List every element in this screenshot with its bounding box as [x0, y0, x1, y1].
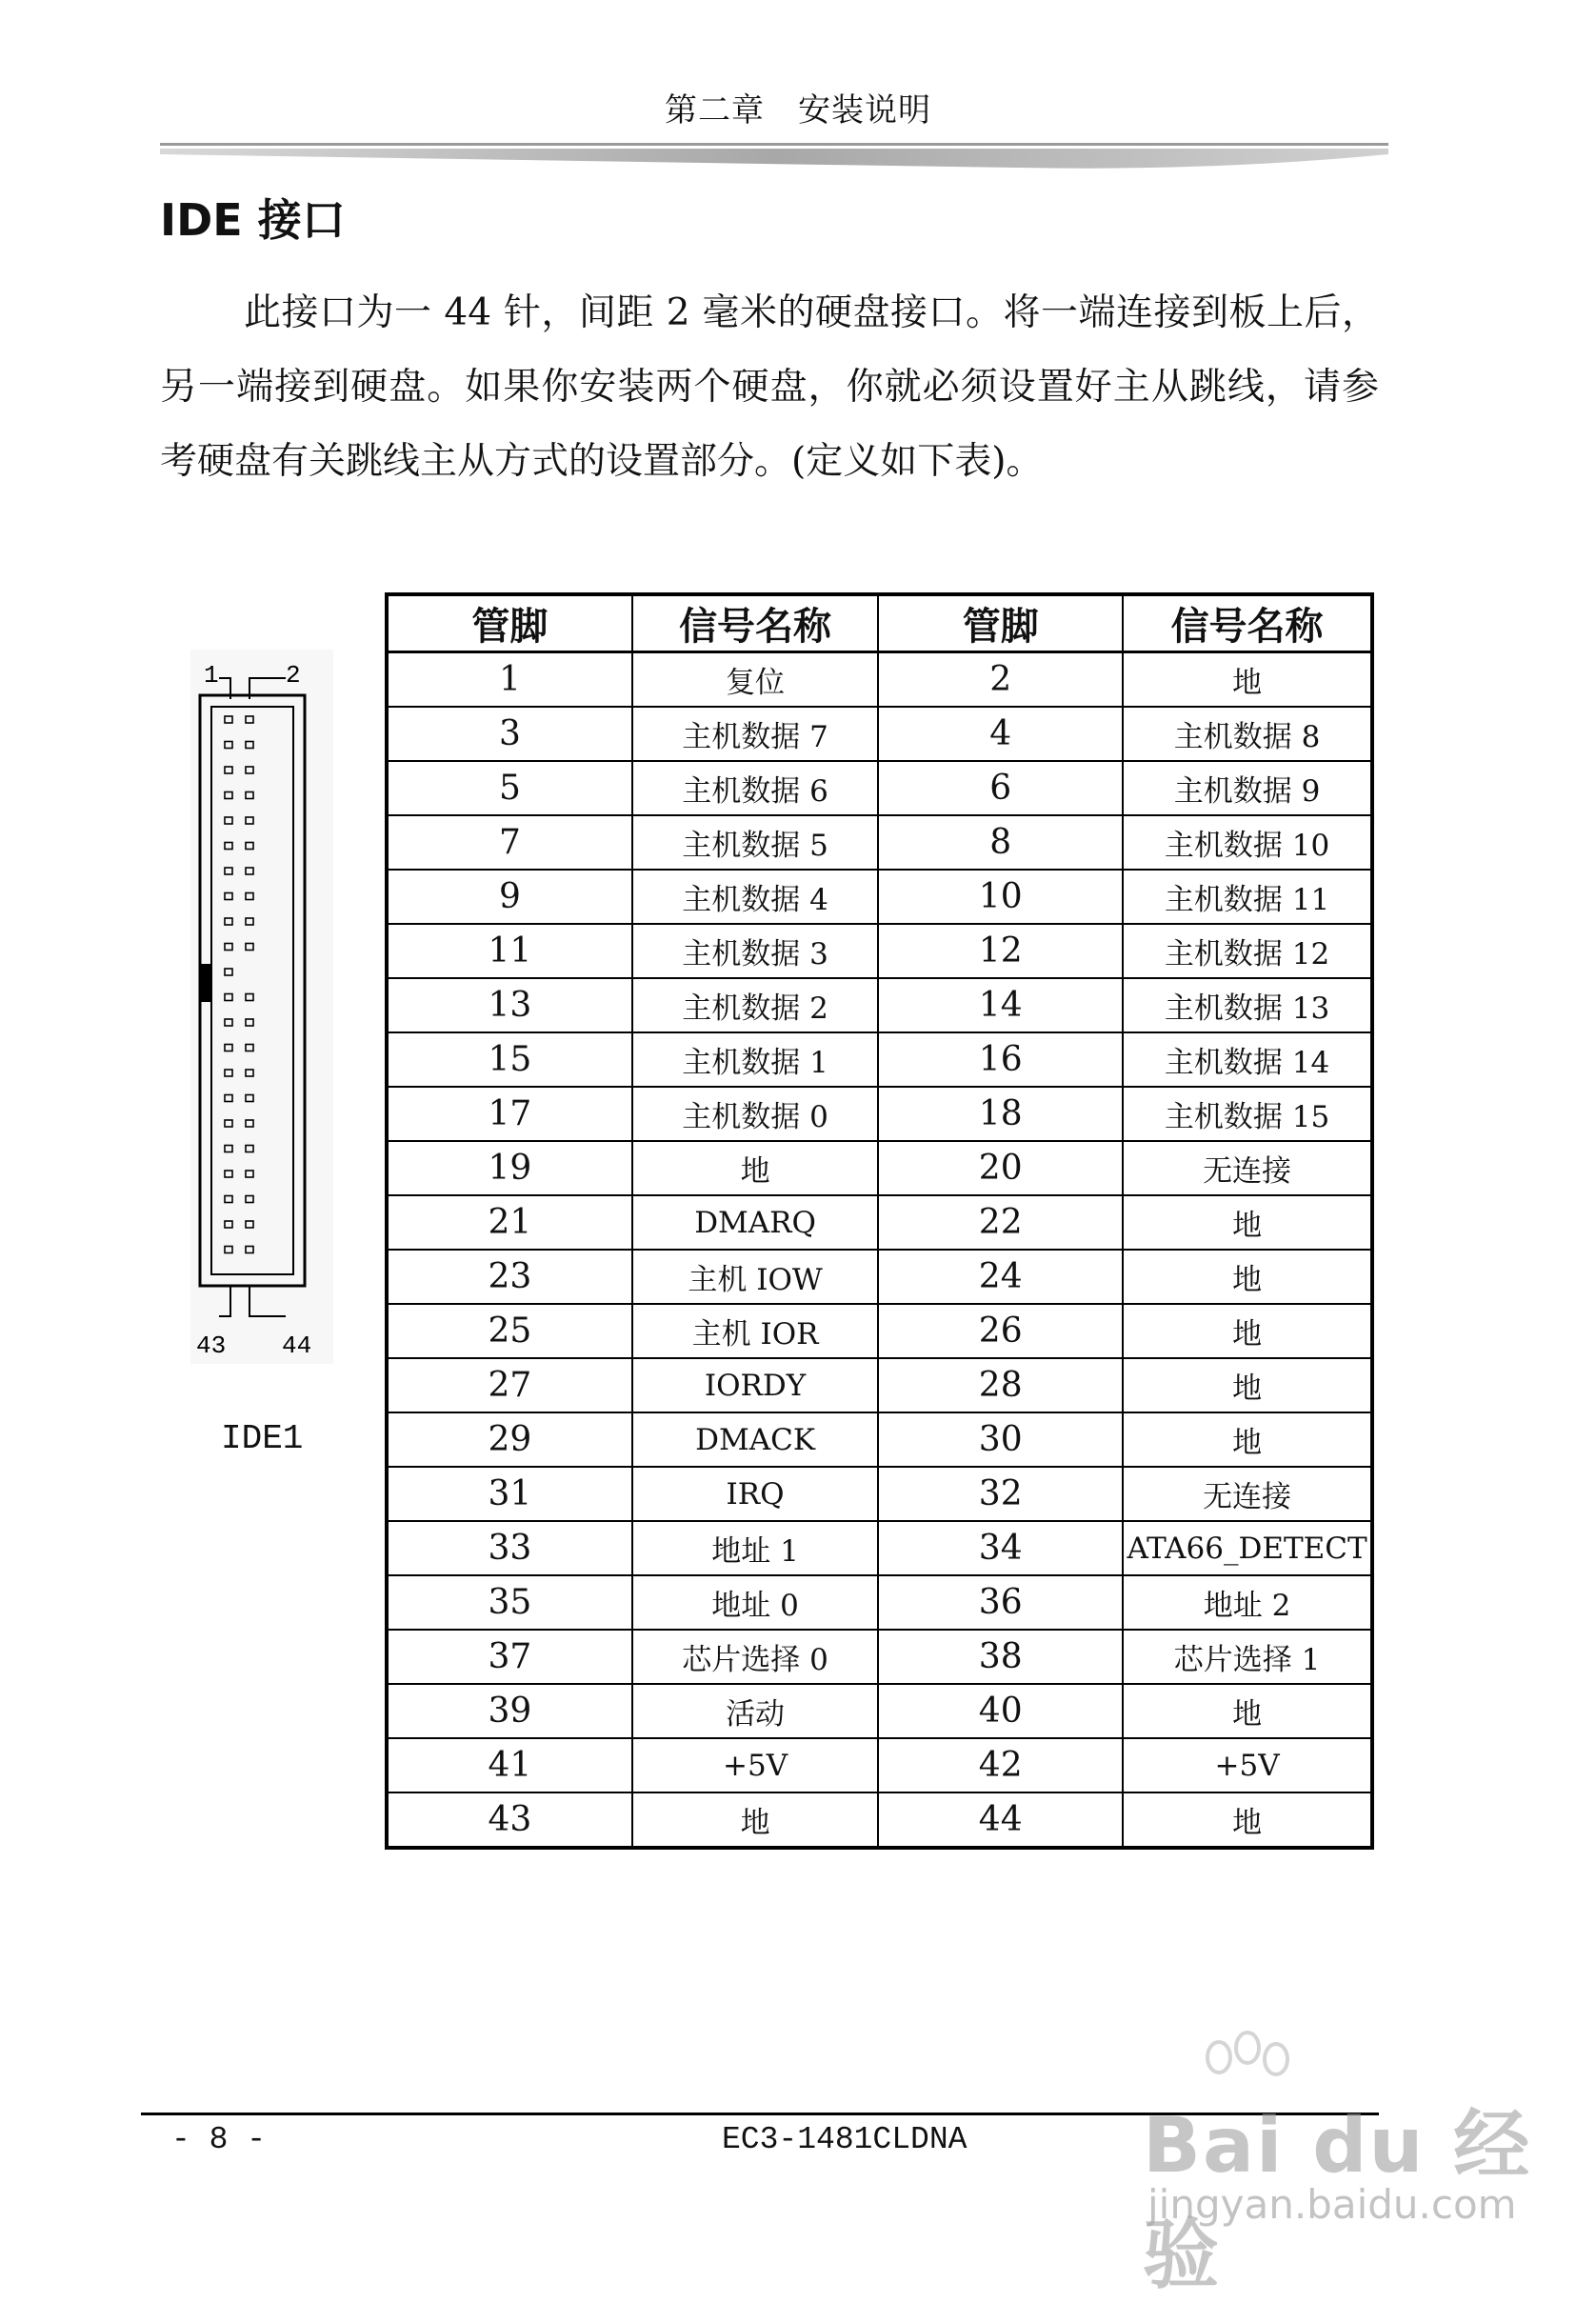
- pin-number-cell: 30: [878, 1412, 1123, 1467]
- pin-number-cell: 36: [878, 1575, 1123, 1630]
- pin-number-cell: 11: [387, 924, 632, 978]
- pin-number-cell: 33: [387, 1521, 632, 1575]
- signal-name-cell: 地: [632, 1141, 878, 1195]
- signal-name-cell: 地: [1123, 652, 1372, 708]
- pin-44-label: 44: [282, 1332, 312, 1360]
- signal-name-cell: 主机数据 7: [632, 707, 878, 761]
- pin-number-cell: 41: [387, 1738, 632, 1792]
- pin-number-cell: 3: [387, 707, 632, 761]
- table-row: [387, 707, 1372, 761]
- table-row: [387, 652, 1372, 708]
- signal-name-cell: 复位: [632, 652, 878, 708]
- table-row: [387, 978, 1372, 1032]
- pin-number-cell: 10: [878, 870, 1123, 924]
- page-number: - 8 -: [171, 2122, 267, 2157]
- pin-number-cell: 16: [878, 1032, 1123, 1087]
- table-row: [387, 815, 1372, 870]
- connector-label: IDE1: [221, 1419, 304, 1458]
- header-pin: 管脚: [878, 594, 1123, 652]
- pin-number-cell: 29: [387, 1412, 632, 1467]
- signal-name-cell: IORDY: [632, 1358, 878, 1412]
- section-title: IDE 接口: [160, 194, 346, 246]
- signal-name-cell: 活动: [632, 1684, 878, 1738]
- table-row: [387, 1141, 1372, 1195]
- pin-number-cell: 9: [387, 870, 632, 924]
- section-body: 此接口为一 44 针，间距 2 毫米的硬盘接口。将一端连接到板上后，另一端接到硬盘。如果你安装两个硬盘，你就必须设置好主从跳线，请参考硬盘有关跳线主从方式的设置部分。(定义如下表)。: [160, 291, 1379, 483]
- signal-name-cell: 无连接: [1123, 1141, 1372, 1195]
- pin-number-cell: 39: [387, 1684, 632, 1738]
- pin-number-cell: 37: [387, 1630, 632, 1684]
- pin-number-cell: 22: [878, 1195, 1123, 1250]
- pin-number-cell: 42: [878, 1738, 1123, 1792]
- pin-number-cell: 26: [878, 1304, 1123, 1358]
- signal-name-cell: 主机数据 9: [1123, 761, 1372, 815]
- pin-number-cell: 15: [387, 1032, 632, 1087]
- signal-name-cell: 芯片选择 0: [632, 1630, 878, 1684]
- signal-name-cell: 主机数据 12: [1123, 924, 1372, 978]
- table-row: [387, 1032, 1372, 1087]
- signal-name-cell: 主机数据 0: [632, 1087, 878, 1141]
- signal-name-cell: IRQ: [632, 1467, 878, 1521]
- pin-number-cell: 4: [878, 707, 1123, 761]
- pin-number-cell: 25: [387, 1304, 632, 1358]
- pin-number-cell: 19: [387, 1141, 632, 1195]
- signal-name-cell: 主机数据 10: [1123, 815, 1372, 870]
- table-row: [387, 1792, 1372, 1848]
- table-row: [387, 1250, 1372, 1304]
- signal-name-cell: 主机数据 8: [1123, 707, 1372, 761]
- pin-number-cell: 2: [878, 652, 1123, 708]
- pin-number-cell: 34: [878, 1521, 1123, 1575]
- header-divider: [160, 143, 1388, 171]
- header-pin: 管脚: [387, 594, 632, 652]
- table-row: [387, 1738, 1372, 1792]
- table-row: [387, 1087, 1372, 1141]
- signal-name-cell: 主机数据 4: [632, 870, 878, 924]
- signal-name-cell: 地址 2: [1123, 1575, 1372, 1630]
- pin-number-cell: 6: [878, 761, 1123, 815]
- table-row: [387, 1630, 1372, 1684]
- signal-name-cell: 主机数据 6: [632, 761, 878, 815]
- pin-number-cell: 20: [878, 1141, 1123, 1195]
- pin-number-cell: 24: [878, 1250, 1123, 1304]
- pin-number-cell: 44: [878, 1792, 1123, 1848]
- signal-name-cell: 地址 1: [632, 1521, 878, 1575]
- signal-name-cell: +5V: [632, 1738, 878, 1792]
- pin-number-cell: 5: [387, 761, 632, 815]
- pin-number-cell: 17: [387, 1087, 632, 1141]
- pin-number-cell: 18: [878, 1087, 1123, 1141]
- signal-name-cell: 主机 IOR: [632, 1304, 878, 1358]
- ide-pin-table: [385, 592, 1374, 1850]
- signal-name-cell: 地: [1123, 1684, 1372, 1738]
- table-row: [387, 1575, 1372, 1630]
- chapter-header: 第二章 安装说明: [665, 91, 931, 130]
- signal-name-cell: 主机数据 13: [1123, 978, 1372, 1032]
- table-row: [387, 1684, 1372, 1738]
- signal-name-cell: 地: [632, 1792, 878, 1848]
- pin-number-cell: 31: [387, 1467, 632, 1521]
- pin-number-cell: 40: [878, 1684, 1123, 1738]
- pin-number-cell: 32: [878, 1467, 1123, 1521]
- signal-name-cell: 主机数据 1: [632, 1032, 878, 1087]
- signal-name-cell: 地: [1123, 1358, 1372, 1412]
- signal-name-cell: ATA66_DETECT: [1123, 1521, 1372, 1575]
- pin-number-cell: 1: [387, 652, 632, 708]
- header-signal: 信号名称: [632, 594, 878, 652]
- table-row: [387, 1467, 1372, 1521]
- signal-name-cell: 无连接: [1123, 1467, 1372, 1521]
- signal-name-cell: 主机数据 14: [1123, 1032, 1372, 1087]
- signal-name-cell: 地: [1123, 1792, 1372, 1848]
- table-row: [387, 870, 1372, 924]
- pin-number-cell: 13: [387, 978, 632, 1032]
- pin-number-cell: 14: [878, 978, 1123, 1032]
- table-row: [387, 1358, 1372, 1412]
- ide-connector-diagram: [190, 650, 333, 1364]
- table-row: [387, 924, 1372, 978]
- watermark-url: jingyan.baidu.com: [1147, 2181, 1517, 2228]
- signal-name-cell: 地: [1123, 1195, 1372, 1250]
- table-row: [387, 1195, 1372, 1250]
- pin-number-cell: 8: [878, 815, 1123, 870]
- signal-name-cell: DMARQ: [632, 1195, 878, 1250]
- signal-name-cell: 地址 0: [632, 1575, 878, 1630]
- pin-number-cell: 7: [387, 815, 632, 870]
- pin-number-cell: 21: [387, 1195, 632, 1250]
- signal-name-cell: +5V: [1123, 1738, 1372, 1792]
- signal-name-cell: 主机数据 3: [632, 924, 878, 978]
- pin-number-cell: 43: [387, 1792, 632, 1848]
- header-signal: 信号名称: [1123, 594, 1372, 652]
- table-row: [387, 761, 1372, 815]
- pin-43-label: 43: [196, 1332, 227, 1360]
- signal-name-cell: 地: [1123, 1412, 1372, 1467]
- table-row: [387, 1521, 1372, 1575]
- table-row: [387, 1304, 1372, 1358]
- table-row: [387, 1412, 1372, 1467]
- model-name: EC3-1481CLDNA: [722, 2122, 968, 2157]
- watermark-brand: Bai du 经验: [1143, 2101, 1532, 2299]
- signal-name-cell: DMACK: [632, 1412, 878, 1467]
- signal-name-cell: 地: [1123, 1304, 1372, 1358]
- pin-1-label: 1: [204, 661, 219, 690]
- table-header-row: [387, 594, 1372, 652]
- pin-number-cell: 38: [878, 1630, 1123, 1684]
- pin-number-cell: 28: [878, 1358, 1123, 1412]
- signal-name-cell: 主机数据 5: [632, 815, 878, 870]
- signal-name-cell: 主机 IOW: [632, 1250, 878, 1304]
- pin-number-cell: 35: [387, 1575, 632, 1630]
- pin-number-cell: 23: [387, 1250, 632, 1304]
- pin-2-label: 2: [286, 661, 301, 690]
- pin-number-cell: 27: [387, 1358, 632, 1412]
- signal-name-cell: 芯片选择 1: [1123, 1630, 1372, 1684]
- signal-name-cell: 主机数据 2: [632, 978, 878, 1032]
- signal-name-cell: 地: [1123, 1250, 1372, 1304]
- signal-name-cell: 主机数据 15: [1123, 1087, 1372, 1141]
- signal-name-cell: 主机数据 11: [1123, 870, 1372, 924]
- pin-number-cell: 12: [878, 924, 1123, 978]
